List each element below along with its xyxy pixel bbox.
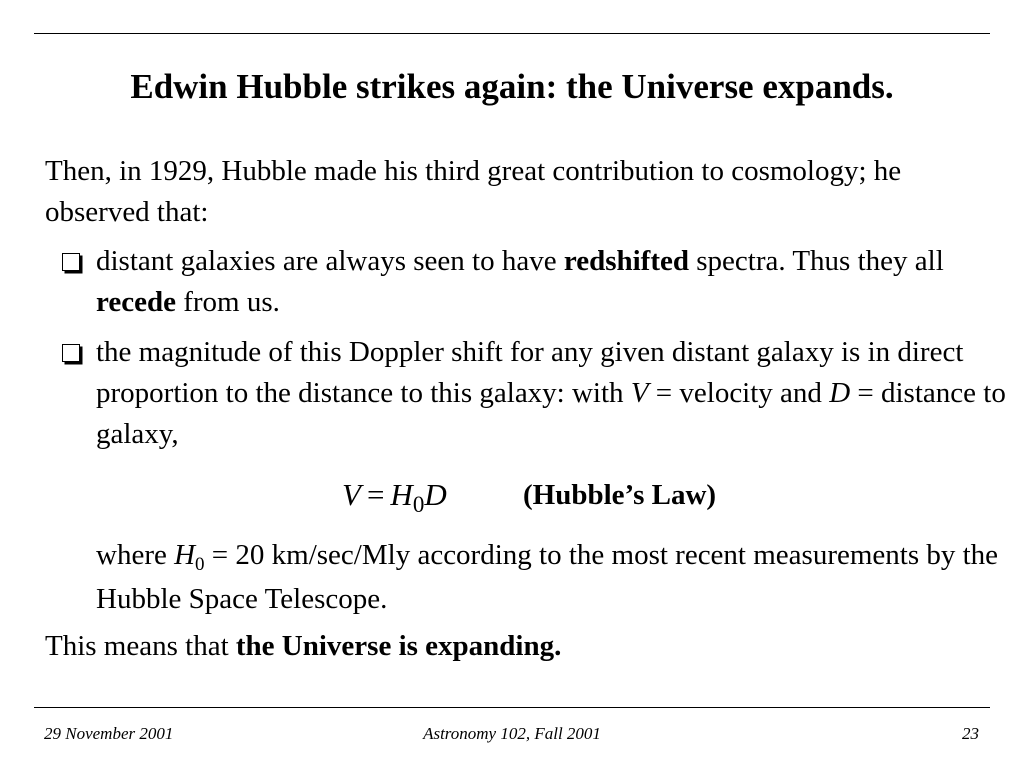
checkbox-bullet-icon [62,253,80,271]
hubble-law-equation [0,471,1024,519]
variable-h: H [174,539,196,571]
variable-d: D [829,377,851,409]
bullet-list [60,241,1010,464]
conclusion-paragraph [45,626,1005,667]
equation-equals: = [366,477,385,512]
equation-subscript: 0 [412,492,425,517]
bullet-text: from us. [175,286,280,318]
variable-h-subscript: 0 [195,554,205,575]
bullet-text: distant galaxies are always seen to have [96,245,564,277]
bullet-item-doppler [60,332,1010,455]
where-text: = 20 km/sec/Mly according to the most recent measurements by the Hubble Space Telescope. [96,539,999,615]
where-text: where [96,539,175,571]
bullet-text: spectra. Thus they all [689,245,944,277]
footer-page-number: 23 [962,724,979,743]
bold-term-recede: recede [96,286,176,318]
intro-paragraph: Then, in 1929, Hubble made his third great contribution to cosmology; he observed that: [45,155,902,228]
bottom-rule [34,707,990,708]
footer-course: Astronomy 102, Fall 2001 [423,724,601,743]
equation-lhs: V [342,477,361,512]
equation-rhs: D [424,477,447,512]
equation-formula [342,471,447,522]
top-rule [34,33,990,34]
bullet-text: = distance to galaxy, [96,377,1006,450]
bullet-text: = velocity and [648,377,830,409]
checkbox-bullet-icon [62,344,80,362]
where-paragraph [96,535,1016,620]
variable-v: V [630,377,649,409]
bullet-item-redshift [60,241,1010,323]
conclusion-text: This means that [45,630,236,662]
slide-title: Edwin Hubble strikes again: the Universe expands. [130,67,894,106]
conclusion-bold: the Universe is expanding. [235,630,562,662]
equation-h: H [390,477,413,512]
footer-date: 29 November 2001 [44,724,174,743]
bold-term-redshifted: redshifted [563,245,689,277]
equation-label: (Hubble’s Law) [523,479,717,511]
bullet-text: the magnitude of this Doppler shift for any given distant galaxy is in direct proportion to the distance to this galaxy: with [96,336,964,409]
